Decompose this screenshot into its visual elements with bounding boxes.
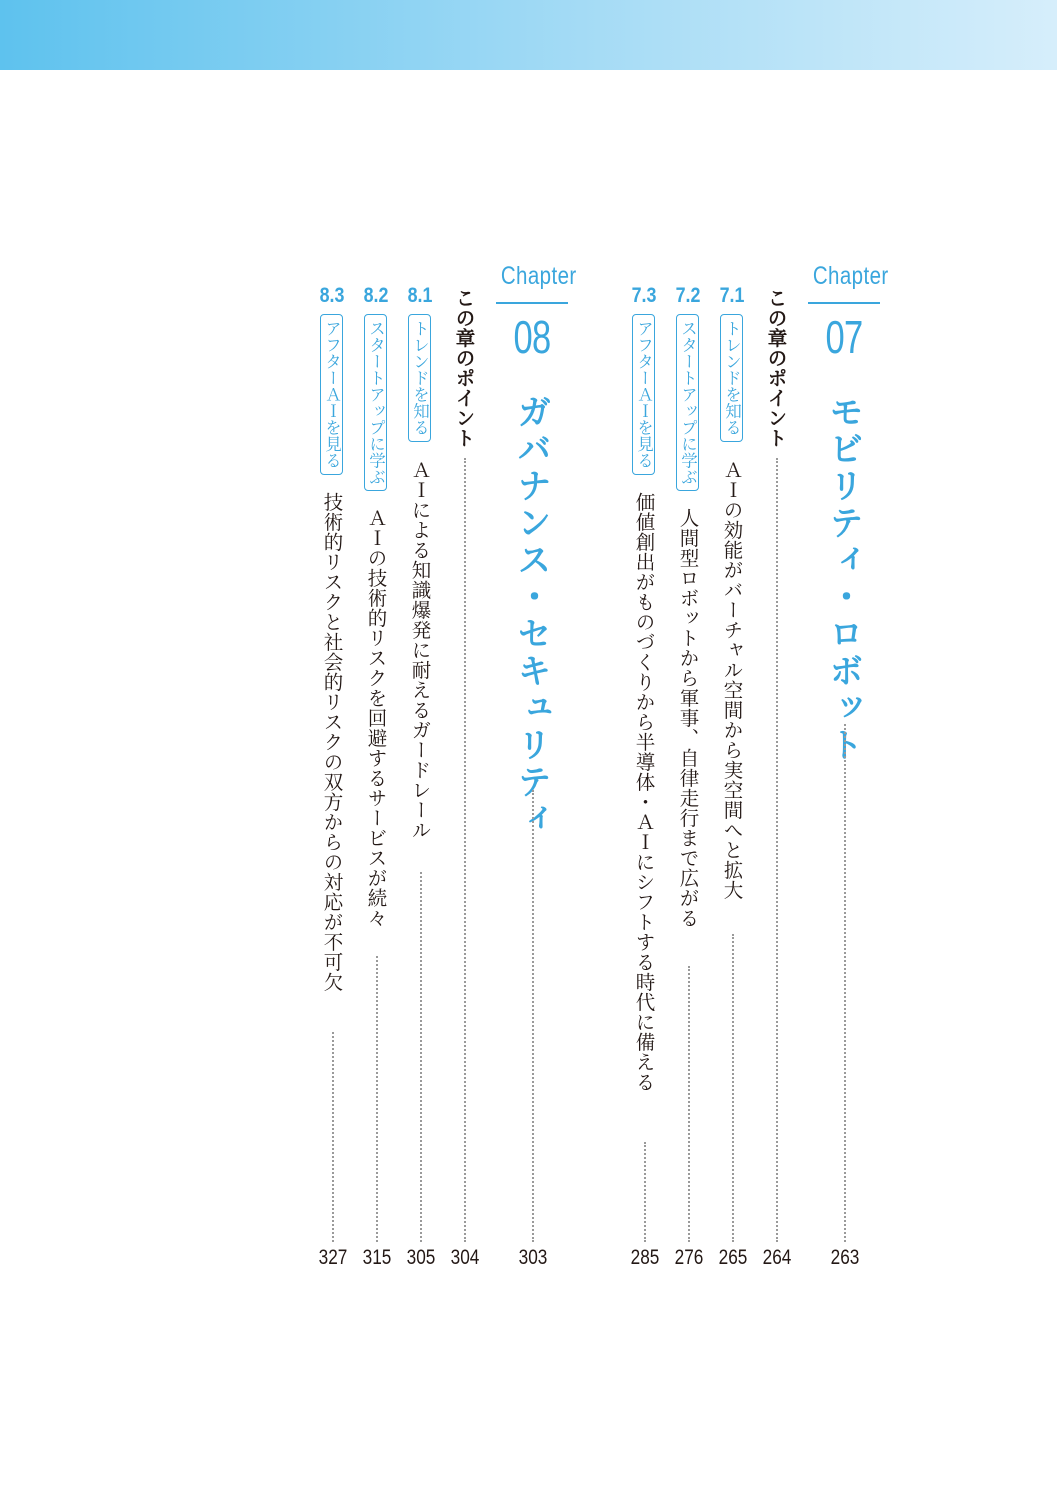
- chapter-08-rule: [496, 302, 568, 304]
- chapter-07-title-leader: [844, 724, 846, 1242]
- chapter-07-label: Chapter: [812, 262, 889, 290]
- top-color-band: [0, 0, 1057, 70]
- chapter-08-block: [278, 262, 578, 1272]
- chapter-08-number: 08: [513, 311, 551, 363]
- section-8-1-badge: トレンドを知る: [408, 314, 431, 442]
- section-7-2-page[interactable]: 276: [674, 1246, 704, 1269]
- chapter-07-title[interactable]: モビリティ・ロボット: [823, 394, 863, 764]
- section-7-1-badge: トレンドを知る: [720, 314, 743, 442]
- section-7-3-badge: アフターＡＩを見る: [632, 314, 655, 475]
- section-8-3-title[interactable]: 技術的リスクと社会的リスクの双方からの対応が不可欠: [320, 492, 344, 992]
- section-8-1-title[interactable]: ＡＩによる知識爆発に耐えるガードレール: [408, 460, 432, 840]
- chapter-07-points-page[interactable]: 264: [762, 1246, 792, 1269]
- section-8-2-page[interactable]: 315: [362, 1246, 392, 1269]
- section-8-2-title[interactable]: ＡＩの技術的リスクを回避するサービスが続々: [364, 508, 388, 928]
- chapter-07-points[interactable]: この章のポイント: [764, 288, 788, 448]
- section-7-2-number: 7.2: [675, 284, 701, 307]
- section-7-1-leader: [732, 934, 734, 1242]
- section-8-1-page[interactable]: 305: [406, 1246, 436, 1269]
- section-7-3-number: 7.3: [631, 284, 657, 307]
- section-7-2-title[interactable]: 人間型ロボットから軍事、自律走行まで広がる: [676, 508, 700, 928]
- chapter-07-points-leader: [776, 458, 778, 1242]
- chapter-08-points-leader: [464, 458, 466, 1242]
- section-8-2-number: 8.2: [363, 284, 389, 307]
- chapter-07-rule: [808, 302, 880, 304]
- chapter-08-title-leader: [532, 790, 534, 1242]
- section-8-3-badge: アフターＡＩを見る: [320, 314, 343, 475]
- section-7-1-number: 7.1: [719, 284, 745, 307]
- chapter-08-points-page[interactable]: 304: [450, 1246, 480, 1269]
- chapter-08-title-page[interactable]: 303: [518, 1246, 548, 1269]
- chapter-07-block: [590, 262, 890, 1272]
- section-8-2-badge: スタートアップに学ぶ: [364, 314, 387, 491]
- section-7-3-leader: [644, 1142, 646, 1242]
- section-7-3-title[interactable]: 価値創出がものづくりから半導体・ＡＩにシフトする時代に備える: [632, 492, 656, 1092]
- section-7-1-title[interactable]: ＡＩの効能がバーチャル空間から実空間へと拡大: [720, 460, 744, 900]
- section-7-1-page[interactable]: 265: [718, 1246, 748, 1269]
- section-8-1-leader: [420, 872, 422, 1242]
- chapter-07-title-page[interactable]: 263: [830, 1246, 860, 1269]
- section-7-2-leader: [688, 966, 690, 1242]
- section-8-3-page[interactable]: 327: [318, 1246, 348, 1269]
- chapter-08-title[interactable]: ガバナンス・セキュリティ: [511, 394, 551, 838]
- section-7-2-badge: スタートアップに学ぶ: [676, 314, 699, 491]
- section-7-3-page[interactable]: 285: [630, 1246, 660, 1269]
- chapter-07-number: 07: [825, 311, 863, 363]
- chapter-08-label: Chapter: [500, 262, 577, 290]
- section-8-3-number: 8.3: [319, 284, 345, 307]
- section-8-2-leader: [376, 956, 378, 1242]
- section-8-3-leader: [332, 1032, 334, 1242]
- chapter-08-points[interactable]: この章のポイント: [452, 288, 476, 448]
- section-8-1-number: 8.1: [407, 284, 433, 307]
